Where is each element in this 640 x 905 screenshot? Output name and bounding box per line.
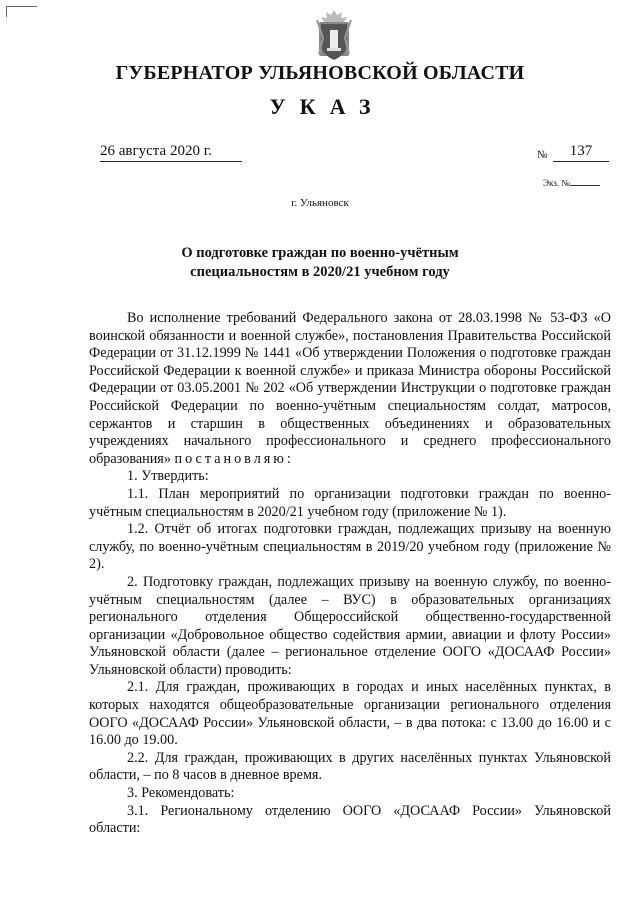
decree-title-line2: специальностям в 2020/21 учебном году xyxy=(190,264,450,280)
copy-number-blank xyxy=(570,185,600,186)
preamble-paragraph xyxy=(89,310,611,468)
copy-number-field xyxy=(543,178,600,188)
decree-number: 137 xyxy=(553,143,609,162)
issuing-authority: ГУБЕРНАТОР УЛЬЯНОВСКОЙ ОБЛАСТИ xyxy=(115,62,525,84)
paragraph-1: 1. Утвердить: xyxy=(127,468,209,485)
paragraph-3: 3. Рекомендовать: xyxy=(127,785,235,802)
paragraph-2: 2. Подготовку граждан, подлежащих призыву на военную службу, по военно-учётным специальностям (далее – ВУС) в образовательных организациях регионального отделения Общероссийской общественно-государственной организации «Добровольное общество содействия армии, авиации и флоту России» Ульяновской области (далее – региональное отделение ООГО «ДОСААФ России» Ульяновской области) проводить: xyxy=(89,573,611,678)
decree-body xyxy=(89,310,611,838)
decree-title xyxy=(120,244,520,282)
issuing-city: г. Ульяновск xyxy=(291,197,349,209)
decree-title-line1: О подготовке граждан по военно-учётным xyxy=(181,245,459,261)
paragraph-2-2: 2.2. Для граждан, проживающих в других населённых пунктах Ульяновской области, – по 8 часов в дневное время. xyxy=(89,749,611,784)
paragraph-1-2: 1.2. Отчёт об итогах подготовки граждан, подлежащих призыву на военную службу, по военно-учётным специальностям в 2019/20 учебном году (приложение № 2). xyxy=(89,521,611,573)
decree-date: 26 августа 2020 г. xyxy=(100,143,242,162)
decree-word: постановляю: xyxy=(174,450,294,467)
paragraph-2-1: 2.1. Для граждан, проживающих в городах и иных населённых пунктах, в которых находятся общеобразовательные организации регионального отделения ООГО «ДОСААФ России» Ульяновской области, – в два потока: с 13.00 до 16.00 и с 16.00 до 19.00. xyxy=(89,679,611,749)
coat-of-arms-emblem xyxy=(313,8,355,64)
paragraph-1-1: 1.1. План мероприятий по организации подготовки граждан по военно-учётным специальностям в 2020/21 учебном году (приложение № 1). xyxy=(89,485,611,520)
copy-number-label: Экз. № xyxy=(543,178,570,188)
scan-corner-mark xyxy=(6,6,37,17)
number-label: № xyxy=(537,149,548,161)
document-type: УКАЗ xyxy=(269,94,385,119)
preamble-text: Во исполнение требований Федерального закона от 28.03.1998 № 53-ФЗ «О воинской обязанности и военной службе», постановления Правительства Российской Федерации от 31.12.1999 № 1441 «Об утверждении Положения о подготовке граждан Российской Федерации к военной службе» и приказа Министра обороны Российской Федерации от 03.05.2001 № 202 «Об утверждении Инструкции о подготовке граждан Российской Федерации по военно-учётным специальностям солдат, матросов, сержантов и старшин в общественных объединениях и образовательных учреждениях начального профессионального и среднего профессионального образования» xyxy=(89,310,611,467)
paragraph-3-1: 3.1. Региональному отделению ООГО «ДОСААФ России» Ульяновской области: xyxy=(89,802,611,837)
